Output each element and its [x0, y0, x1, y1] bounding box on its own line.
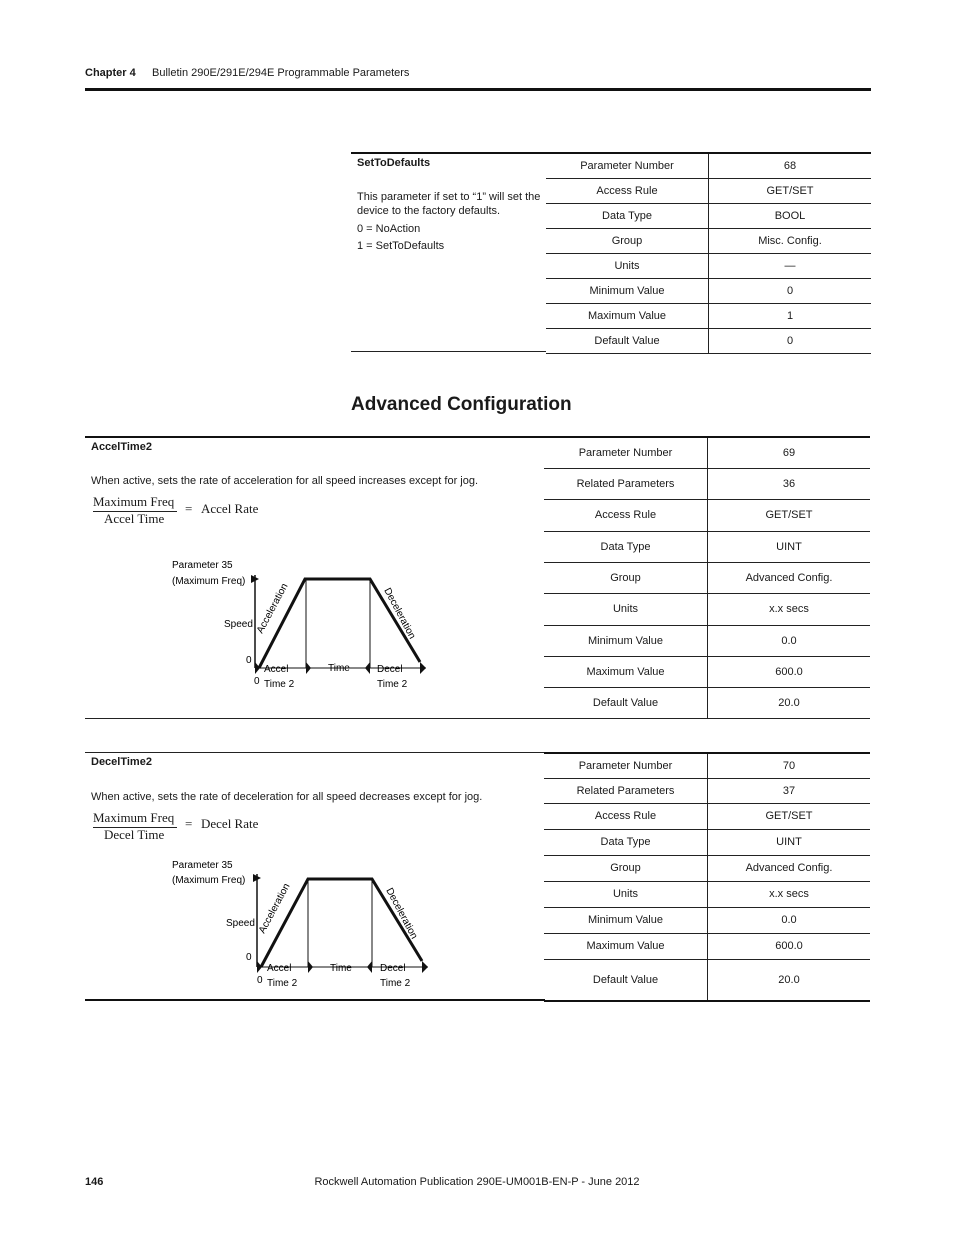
decel-formula-numerator: Maximum Freq — [93, 810, 177, 828]
param-row — [544, 625, 870, 656]
param-row — [544, 933, 870, 959]
decel-diagram-marker-c — [367, 961, 372, 973]
param-key: Minimum Value — [544, 907, 708, 933]
param-row — [544, 531, 870, 562]
std-desc-1: This parameter if set to “1” will set the — [357, 191, 541, 203]
decel-desc: When active, sets the rate of deceleration for all speed decreases except for jog. — [91, 791, 483, 803]
accel-diagram-time-label: Time — [328, 663, 350, 674]
param-value: x.x secs — [708, 593, 871, 625]
accel-profile-diagram — [160, 550, 450, 695]
decel-diagram-accel-slope-label: Acceleration — [256, 881, 293, 936]
accel-diagram-maxfreq-label: (Maximum Freq) — [172, 576, 246, 587]
param-key: Maximum Value — [544, 933, 708, 959]
header-title: Bulletin 290E/291E/294E Programmable Parameters — [152, 67, 410, 79]
param-row — [546, 328, 871, 353]
param-key: Related Parameters — [544, 468, 708, 499]
decel-name: DecelTime2 — [91, 756, 152, 768]
param-key: Maximum Value — [544, 656, 708, 687]
accel-bottom-rule — [85, 718, 545, 719]
param-value: 37 — [708, 778, 871, 803]
param-row — [546, 253, 871, 278]
param-value: GET/SET — [708, 499, 871, 531]
footer-publication: Rockwell Automation Publication 290E-UM001B-EN-P - June 2012 — [314, 1176, 640, 1188]
std-top-rule — [351, 152, 546, 154]
param-row — [544, 829, 870, 855]
accel-diagram-decel-time-1: Decel — [377, 664, 403, 675]
param-row — [544, 753, 870, 778]
param-key: Minimum Value — [544, 625, 708, 656]
param-row — [544, 468, 870, 499]
param-row — [544, 881, 870, 907]
accel-diagram-decel-time-2: Time 2 — [377, 679, 408, 690]
decel-diagram-accel-time-2: Time 2 — [267, 978, 298, 989]
param-value: 68 — [709, 153, 872, 178]
param-key: Default Value — [544, 959, 708, 1001]
param-value: 70 — [708, 753, 871, 778]
std-name: SetToDefaults — [357, 157, 431, 169]
decel-diagram-marker-b — [308, 961, 313, 973]
param-value: 600.0 — [708, 656, 871, 687]
param-key: Group — [544, 562, 708, 593]
accel-diagram-zero-y: 0 — [246, 655, 252, 666]
accel-desc: When active, sets the rate of acceleration for all speed increases except for jog. — [91, 475, 479, 487]
param-row — [546, 178, 871, 203]
accel-diagram-accel-slope-label: Acceleration — [254, 581, 291, 636]
header-rule — [85, 88, 871, 91]
decel-diagram-accel-time-1: Accel — [267, 963, 292, 974]
decel-diagram-zero-y: 0 — [246, 952, 252, 963]
accel-formula-equals: = — [185, 501, 193, 516]
accel-diagram-speed-label: Speed — [224, 619, 253, 630]
decel-diagram-time-label: Time — [330, 963, 352, 974]
param-row — [544, 803, 870, 829]
param-row — [546, 228, 871, 253]
param-row — [544, 687, 870, 718]
param-key: Units — [544, 593, 708, 625]
param-value: 20.0 — [708, 687, 871, 718]
param-row — [544, 593, 870, 625]
decel-diagram-decel-time-2: Time 2 — [380, 978, 411, 989]
param-key: Default Value — [544, 687, 708, 718]
param-key: Units — [546, 253, 709, 278]
decel-diagram-param-label: Parameter 35 — [172, 860, 233, 871]
decel-param-table — [544, 752, 870, 1002]
param-row — [544, 437, 870, 468]
decel-diagram-marker-a — [257, 961, 262, 973]
param-value: Advanced Config. — [708, 855, 871, 881]
param-row — [546, 153, 871, 178]
param-value: 0 — [709, 278, 872, 303]
param-row — [544, 959, 870, 1001]
decel-formula-result: Decel Rate — [201, 816, 259, 831]
param-value: 20.0 — [708, 959, 871, 1001]
decel-diagram-speed-label: Speed — [226, 918, 255, 929]
param-value: x.x secs — [708, 881, 871, 907]
param-key: Access Rule — [544, 499, 708, 531]
param-value: Advanced Config. — [708, 562, 871, 593]
param-key: Minimum Value — [546, 278, 709, 303]
param-key: Access Rule — [544, 803, 708, 829]
param-key: Units — [544, 881, 708, 907]
decel-diagram-decel-time-1: Decel — [380, 963, 406, 974]
decel-diagram-maxfreq-label: (Maximum Freq) — [172, 875, 246, 886]
param-value: Misc. Config. — [709, 228, 872, 253]
param-key: Data Type — [544, 531, 708, 562]
param-value: GET/SET — [708, 803, 871, 829]
param-row — [544, 499, 870, 531]
accel-diagram-accel-time-1: Accel — [264, 664, 289, 675]
param-value: 0.0 — [708, 625, 871, 656]
accel-diagram-marker-d — [420, 662, 426, 674]
std-desc-2: device to the factory defaults. — [357, 205, 501, 217]
decel-profile-diagram — [160, 852, 450, 997]
param-key: Access Rule — [546, 178, 709, 203]
decel-top-rule — [85, 752, 545, 753]
param-row — [546, 203, 871, 228]
param-value: 0 — [709, 328, 872, 353]
param-value: 69 — [708, 437, 871, 468]
accel-diagram-marker-b — [306, 662, 311, 674]
param-value: 600.0 — [708, 933, 871, 959]
decel-formula-equals: = — [185, 816, 193, 831]
param-key: Parameter Number — [544, 437, 708, 468]
decel-diagram-marker-d — [422, 961, 428, 973]
accel-diagram-zero-x: 0 — [254, 676, 260, 687]
param-value: 0.0 — [708, 907, 871, 933]
decel-diagram-zero-x: 0 — [257, 975, 263, 986]
param-row — [544, 562, 870, 593]
accel-diagram-param-label: Parameter 35 — [172, 560, 233, 571]
param-row — [544, 855, 870, 881]
param-key: Group — [546, 228, 709, 253]
param-key: Related Parameters — [544, 778, 708, 803]
param-row — [544, 656, 870, 687]
param-key: Maximum Value — [546, 303, 709, 328]
param-row — [544, 778, 870, 803]
accel-diagram-decel-slope-label: Deceleration — [381, 586, 418, 641]
accel-top-rule — [85, 436, 545, 438]
std-option-0: 0 = NoAction — [357, 223, 421, 235]
param-row — [546, 278, 871, 303]
accel-diagram-marker-c — [365, 662, 370, 674]
param-key: Parameter Number — [544, 753, 708, 778]
decel-bottom-rule — [85, 999, 545, 1001]
param-value: BOOL — [709, 203, 872, 228]
decel-formula-denominator: Decel Time — [104, 827, 165, 842]
param-row — [546, 303, 871, 328]
param-value: UINT — [708, 829, 871, 855]
accel-param-table — [544, 436, 870, 719]
accel-name: AccelTime2 — [91, 441, 152, 453]
param-value: GET/SET — [709, 178, 872, 203]
param-value: — — [709, 253, 872, 278]
page-number: 146 — [85, 1176, 104, 1188]
accel-diagram-marker-a — [255, 662, 260, 674]
chapter-label: Chapter 4 — [85, 67, 136, 79]
param-key: Data Type — [546, 203, 709, 228]
accel-formula-result: Accel Rate — [201, 501, 259, 516]
param-key: Data Type — [544, 829, 708, 855]
param-row — [544, 907, 870, 933]
param-key: Group — [544, 855, 708, 881]
section-title: Advanced Configuration — [351, 394, 572, 415]
accel-formula-numerator: Maximum Freq — [93, 494, 177, 512]
accel-diagram-accel-time-2: Time 2 — [264, 679, 295, 690]
std-option-1: 1 = SetToDefaults — [357, 240, 445, 252]
accel-formula-denominator: Accel Time — [104, 511, 165, 526]
param-key: Parameter Number — [546, 153, 709, 178]
param-value: 1 — [709, 303, 872, 328]
decel-diagram-decel-slope-label: Deceleration — [383, 886, 420, 941]
param-value: 36 — [708, 468, 871, 499]
param-value: UINT — [708, 531, 871, 562]
param-key: Default Value — [546, 328, 709, 353]
std-param-table — [546, 152, 871, 354]
std-bottom-rule — [351, 351, 546, 352]
